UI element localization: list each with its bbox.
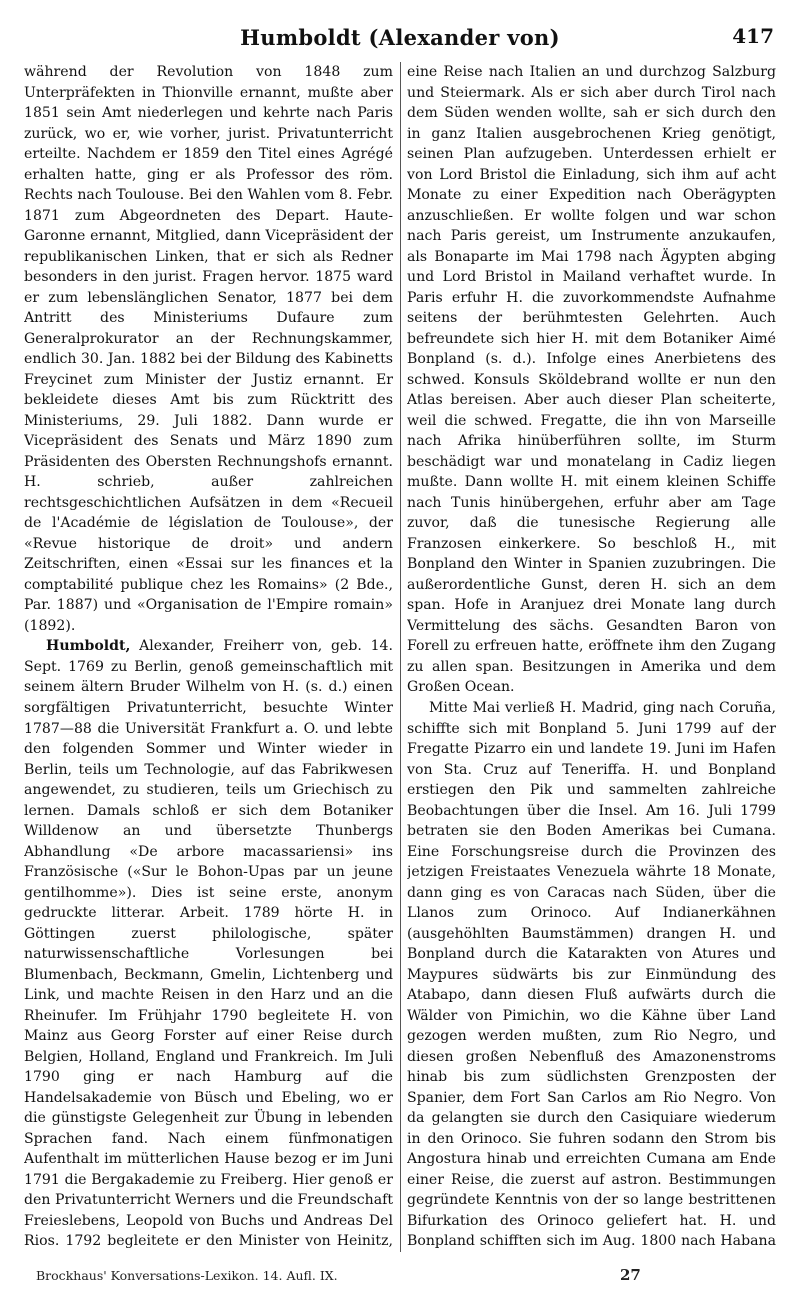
running-title: Humboldt (Alexander von) xyxy=(240,24,560,50)
entry-humboldt-alexander xyxy=(24,636,393,1252)
paragraph: Mitte Mai verließ H. Madrid, ging nach Coruña, schiffte sich mit Bonpland 5. Juni 1799 auf der Fregatte Pizarro ein und landete 19. Juni im Hafen von Sta. Cruz auf Teneriffa. H. und Bonpland erstiegen den Pik und sammelten zahlreiche Beobachtungen über die Insel. Am 16. Juli 1799 betraten sie den Boden Amerikas bei Cumana. Eine Forschungsreise durch die Provinzen des jetzigen Freistaates Venezuela währte 18 Monate, dann ging es von Caracas nach Süden, über die Llanos zum Orinoco. Auf Indianerkähnen (ausgehöhlten Baumstämmen) drangen H. und Bonpland durch die Katarakten von Atures und Maypures südwärts bis zur Einmündung des Atabapo, dann diesen Fluß aufwärts durch die Wälder von Pimichin, wo die Kähne über Land gezogen werden mußten, zum Rio Negro, und diesen großen Nebenfluß des Amazonenstroms hinab bis zum südlichsten Grenzposten der Spanier, dem Fort San Carlos am Rio Negro. Von da gelangten sie durch den Casiquiare wiederum in den Orinoco. Sie fuhren sodann den Strom bis Angostura hinab und erreichten Cumana am Ende einer Reise, die zuerst auf astron. Bestimmungen gegründete Kenntnis von der so lange bestrittenen Bifurkation des Orinoco geliefert hat. H. und Bonpland schifften sich im Aug. 1800 nach Habana xyxy=(407,699,776,1250)
left-column xyxy=(24,62,393,1252)
imprint-line: Brockhaus' Konversations-Lexikon. 14. Aufl. IX. xyxy=(36,1268,338,1283)
entry-headword: Humboldt, xyxy=(46,638,131,655)
paragraph: eine Reise nach Italien an und durchzog Salzburg und Steiermark. Als er sich aber durch Tirol nach dem Süden wenden wollte, sah er sich durch den in ganz Italien ausgebrochenen Krieg genötigt, seinen Plan aufzugeben. Unterdessen erhielt er von Lord Bristol die Einladung, sich ihm auf acht Monate zu einer Expedition nach Oberägypten anzuschließen. Er wollte folgen und war schon nach Paris gereist, um Instrumente anzukaufen, als Bonaparte im Mai 1798 nach Ägypten abging und Lord Bristol in Mailand verhaftet wurde. In Paris erfuhr H. die zuvorkommendste Aufnahme seitens der berühmtesten Gelehrten. Auch befreundete sich hier H. mit dem Botaniker Aimé Bonpland (s. d.). Infolge eines Anerbietens des schwed. Konsuls Sköldebrand wollte er nun den Atlas bereisen. Aber auch dieser Plan scheiterte, weil die schwed. Fregatte, die ihn von Marseille nach Afrika hinüberführen sollte, im Sturm beschädigt war und monatelang in Cadiz liegen mußte. Dann wollte H. mit einem kleinen Schiffe nach Tunis hinübergehen, erfuhr aber am Tage zuvor, daß die tunesische Regierung alle Franzosen einkerkere. So beschloß H., mit Bonpland den Winter in Spanien zuzubringen. Die außerordentliche Gunst, deren H. sich an dem span. Hofe in Aranjuez drei Monate lang durch Vermittelung des sächs. Gesandten Baron von Forell zu erfreuen hatte, eröffnete ihm den Zugang zu allen span. Besitzungen in Amerika und dem Großen Ocean. xyxy=(407,64,776,696)
right-column xyxy=(407,62,776,1252)
column-divider xyxy=(400,62,401,1252)
page-header xyxy=(26,22,774,52)
paragraph-continued: während der Revolution von 1848 zum Unterpräfekten in Thionville ernannt, mußte aber 1851 sein Amt niederlegen und kehrte nach Paris zurück, wo er, wie vorher, jurist. Privatunterricht erteilte. Nachdem er 1859 den Titel eines Agrégé erhalten hatte, ging er als Professor des röm. Rechts nach Toulouse. Bei den Wahlen vom 8. Febr. 1871 zum Abgeordneten des Depart. Haute-Garonne ernannt, Mitglied, dann Vicepräsident der republikanischen Linken, that er sich als Redner besonders in den jurist. Fragen hervor. 1875 ward er zum lebenslänglichen Senator, 1877 bei dem Antritt des Ministeriums Dufaure zum Generalprokurator an der Rechnungskammer, endlich 30. Jan. 1882 bei der Bildung des Kabinetts Freycinet zum Minister der Justiz ernannt. Er bekleidete dieses Amt bis zum Rücktritt des Ministeriums, 29. Juli 1882. Dann wurde er Vicepräsident des Senats und März 1890 zum Präsidenten des Obersten Rechnungshofs ernannt. H. schrieb, außer zahlreichen rechtsgeschichtlichen Aufsätzen in dem «Recueil de l'Académie de législation de Toulouse», der «Revue historique de droit» und andern Zeitschriften, einen «Essai sur les finances et la comptabilité publique chez les Romains» (2 Bde., Par. 1887) und «Organisation de l'Empire romain» (1892). xyxy=(24,64,393,634)
text-columns xyxy=(24,62,776,1252)
page-number: 417 xyxy=(732,24,774,48)
signature-mark: 27 xyxy=(620,1266,641,1284)
entry-body: Alexander, Freiherr von, geb. 14. Sept. 1769 zu Berlin, genoß gemeinschaftlich mit seinem ältern Bruder Wilhelm von H. (s. d.) einen sorgfältigen Privatunterricht, besuchte Winter 1787—88 die Universität Frankfurt a. O. und lebte den folgenden Sommer und Winter wieder in Berlin, teils um Technologie, auf das Fabrikwesen angewendet, zu studieren, teils um Griechisch zu lernen. Damals schloß er sich dem Botaniker Willdenow an und übersetzte Thunbergs Abhandlung «De arbore macassariensi» ins Französische («Sur le Bohon-Upas par un jeune gentilhomme»). Dies ist seine erste, anonym gedruckte litterar. Arbeit. 1789 hörte H. in Göttingen zuerst philologische, später naturwissenschaftliche Vorlesungen bei Blumenbach, Beckmann, Gmelin, Lichtenberg und Link, und machte Reisen in den Harz und an die Rheinufer. Im Frühjahr 1790 begleitete H. von Mainz aus Georg Forster auf einer Reise durch Belgien, Holland, England und Frankreich. Im Juli 1790 ging er nach Hamburg auf die Handelsakademie von Büsch und Ebeling, wo er die günstigste Gelegenheit zur Übung in lebenden Sprachen fand. Nach einem fünfmonatigen Aufenthalt im mütterlichen Hause bezog er im Juni 1791 die Bergakademie zu Freiberg. Hier genoß er den Privatunterricht Werners und die Freundschaft Freieslebens, Leopold von Buchs und Andreas Del Rios. 1792 begleitete er den Minister von Heinitz, xyxy=(24,638,393,1250)
page-footer xyxy=(36,1268,774,1290)
